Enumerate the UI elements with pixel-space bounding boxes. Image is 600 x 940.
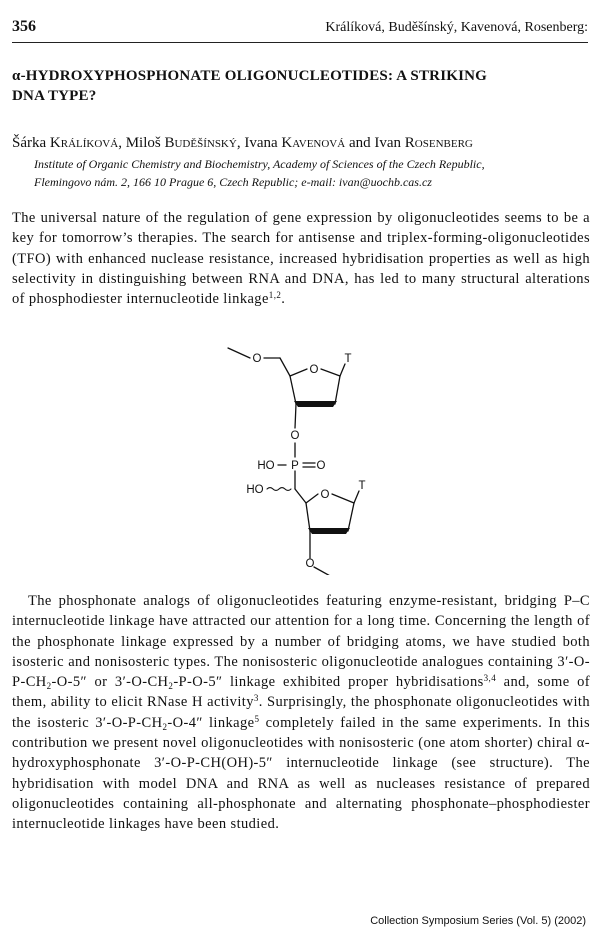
citation-ref: 3,4 xyxy=(483,673,497,684)
chemical-structure xyxy=(200,340,400,575)
atom-base-top: T xyxy=(344,353,352,365)
atom-ring-o-bottom: O xyxy=(320,489,330,501)
atom-base-bottom: T xyxy=(358,480,366,492)
author-2: Miloš Buděšínský xyxy=(125,135,237,151)
author-list: Šárka Králíková, Miloš Buděšínský, Ivana Kavenová and Ivan Rosenberg xyxy=(12,135,473,151)
atom-ho-carbon: HO xyxy=(246,484,264,496)
title-line-2: DNA TYPE? xyxy=(12,88,97,104)
atom-ring-o-top: O xyxy=(309,364,319,376)
atom-phosphorus: P xyxy=(291,460,299,472)
running-head xyxy=(12,18,588,43)
author-1: Šárka Králíková xyxy=(12,135,119,151)
affiliation-line-1: Institute of Organic Chemistry and Biochemistry, Academy of Sciences of the Czech Republic, xyxy=(34,157,485,171)
article-title xyxy=(12,66,582,106)
author-4: Ivan Rosenberg xyxy=(374,135,473,151)
affiliation xyxy=(34,155,594,191)
title-line-1: α-HYDROXYPHOSPHONATE OLIGONUCLEOTIDES: A STRIKING xyxy=(12,68,488,84)
atom-o-top-left: O xyxy=(252,353,262,365)
page-number: 356 xyxy=(12,18,36,35)
atom-o-bottom: O xyxy=(305,558,315,570)
author-3: Ivana Kavenová xyxy=(244,135,346,151)
atom-p-double-o: O xyxy=(316,460,326,472)
paragraph-main: The phosphonate analogs of oligonucleotides featuring enzyme-resistant, bridging P–C internucleotide linkage have attracted our attention for a long time. Concerning the length of the phosphonate linkage expressed by a number of bridging atoms, we have studied both isosteric and nonisosteric types. The nonisosteric oligonucleotide analogues containing $3'-O-P-CH_2-O-5''$ or $3'-O-CH_2-P-O-5''$ linkage exhibited proper hybridisations$^{3,4}$ and, some of them, ability to elicit RNase H activity$^3$. Surprisingly, the phosphonate oligonucleotides with the isosteric $3'-O-P-CH_2-O-4''$ linkage$^5$ completely failed in the same experiments. In this contribution we present novel oligonucleotides with nonisosteric (one atom shorter) chiral α-hydroxyphosphonate 3′-O-P-CH(OH)-5″ internucleotide linkage (see structure). The hybridisation with model DNA and RNA as well as nucleases resistance of prepared oligonucleotides containing all-phosphonate and alternating phosphonate–phosphodiester internucleotide linkages have been studied. xyxy=(12,593,590,833)
page-footer: Collection Symposium Series (Vol. 5) (2002) xyxy=(370,915,586,927)
atom-ho-phosphorus: HO xyxy=(257,460,275,472)
affiliation-line-2: Flemingovo nám. 2, 166 10 Prague 6, Czech Republic; e-mail: ivan@uochb.cas.cz xyxy=(34,175,432,189)
citation-ref: 1,2 xyxy=(268,290,282,301)
citation-ref: 5 xyxy=(254,713,260,724)
atom-link-o: O xyxy=(290,430,300,442)
citation-ref: 3 xyxy=(253,693,259,704)
running-head-authors: Králíková, Buděšínský, Kavenová, Rosenberg: xyxy=(325,20,588,35)
paragraph-introduction: The universal nature of the regulation of gene expression by oligonucleotides seems to be a key for tomorrow’s therapies. The search for antisense and triplex-forming-oligonucleotides (TFO) with enhanced nuclease resistance, increased hybridisation properties as well as high selectivity in distinguishing between RNA and DNA, has led to many structural alterations of phosphodiester internucleotide linkage$^{1,2}$. xyxy=(12,210,590,308)
